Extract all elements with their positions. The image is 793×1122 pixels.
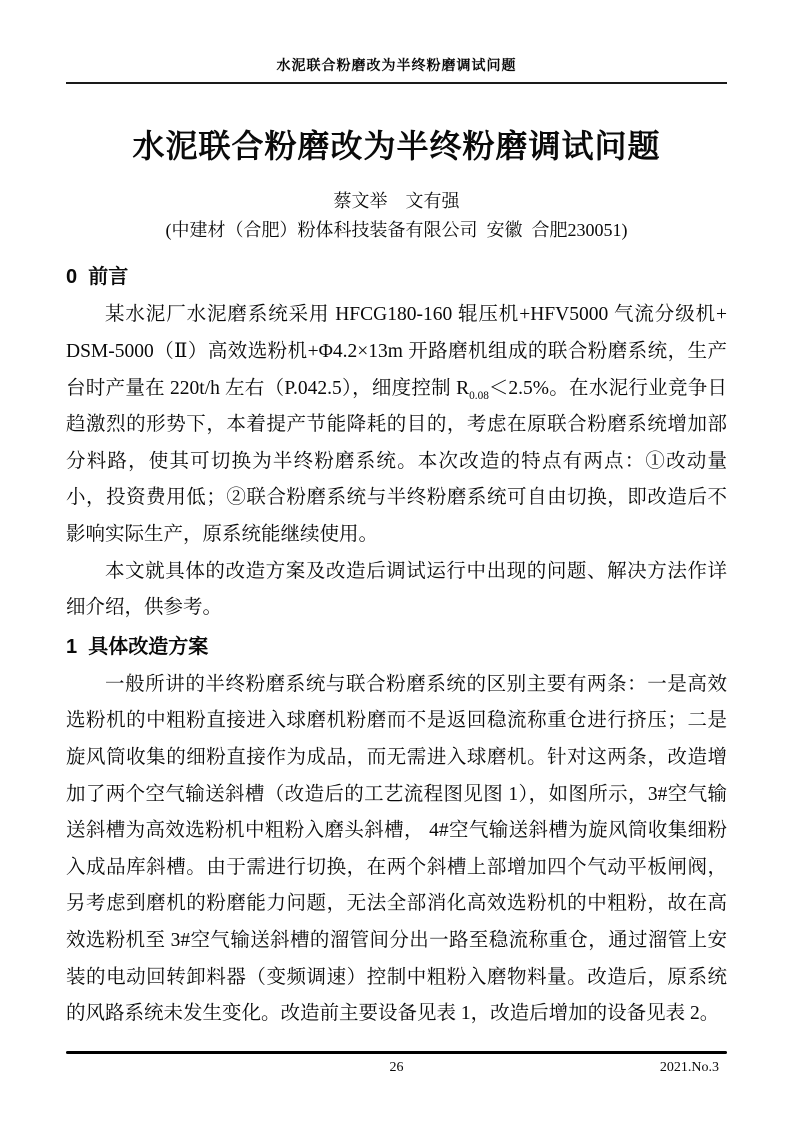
footer [66,1058,727,1078]
page-number: 26 [389,1060,404,1075]
fineness-subscript: 0.08 [469,389,489,402]
paragraph-renovation-plan-1: 一般所讲的半终粉磨系统与联合粉磨系统的区别主要有两条：一是高效选粉机的中粗粉直接进入球磨机粉磨而不是返回稳流称重仓进行挤压；二是旋风筒收集的细粉直接作为成品，而无需进入球磨机。针对这两条，改造增加了两个空气输送斜槽（改造后的工艺流程图见图 1），如图所示，3#空气输送斜槽为高效选粉机中粗粉入磨头斜槽， 4#空气输送斜槽为旋风筒收集细粉入成品库斜槽。由于需进行切换，在两个斜槽上部增加四个气动平板闸阀，另考虑到磨机的粉磨能力问题，无法全部消化高效选粉机的中粗粉，故在高效选粉机至 3#空气输送斜槽的溜管间分出一路至稳流称重仓，通过溜管上安装的电动回转卸料器（变频调速）控制中粗粉入磨物料量。改造后，原系统的风路系统未发生变化。改造前主要设备见表 1，改造后增加的设备见表 2。 [66,673,727,1025]
affiliation-line: (中建材（合肥）粉体科技装备有限公司 安徽 合肥230051) [165,220,628,241]
article-title: 水泥联合粉磨改为半终粉磨调试问题 [132,128,661,164]
paragraph-foreword-1-text-before-subscript: 某水泥厂水泥磨系统采用 HFCG180-160 辊压机+HFV5000 气流分级机+ DSM-5000（Ⅱ）高效选粉机+Φ4.2×13m 开路磨机组成的联合粉磨系统，生产台时产量在 220t/h 左右（P.042.5），细度控制 R [66,304,727,399]
running-header: 水泥联合粉磨改为半终粉磨调试问题 [276,57,517,73]
issue-label: 2021.No.3 [659,1060,719,1075]
paragraph-foreword-1-text-after-subscript: ＜2.5%。在水泥行业竞争日趋激烈的形势下，本着提产节能降耗的目的，考虑在原联合粉磨系统增加部分料路，使其可切换为半终粉磨系统。本次改造的特点有两点：①改动量小，投资费用低；②联合粉磨系统与半终粉磨系统可自由切换，即改造后不影响实际生产，原系统能继续使用。 [66,377,727,545]
section-heading-1-renovation-plan: 1 具体改造方案 [66,635,209,658]
section-heading-0-foreword: 0 前言 [66,266,129,289]
paragraph-foreword-2: 本文就具体的改造方案及改造后调试运行中出现的问题、解决方法作详细介绍，供参考。 [66,560,727,619]
authors-line: 蔡文举 文有强 [333,191,460,212]
paragraph-foreword-1 [66,297,727,553]
footer-rule [66,1051,727,1054]
header-rule [66,82,727,84]
